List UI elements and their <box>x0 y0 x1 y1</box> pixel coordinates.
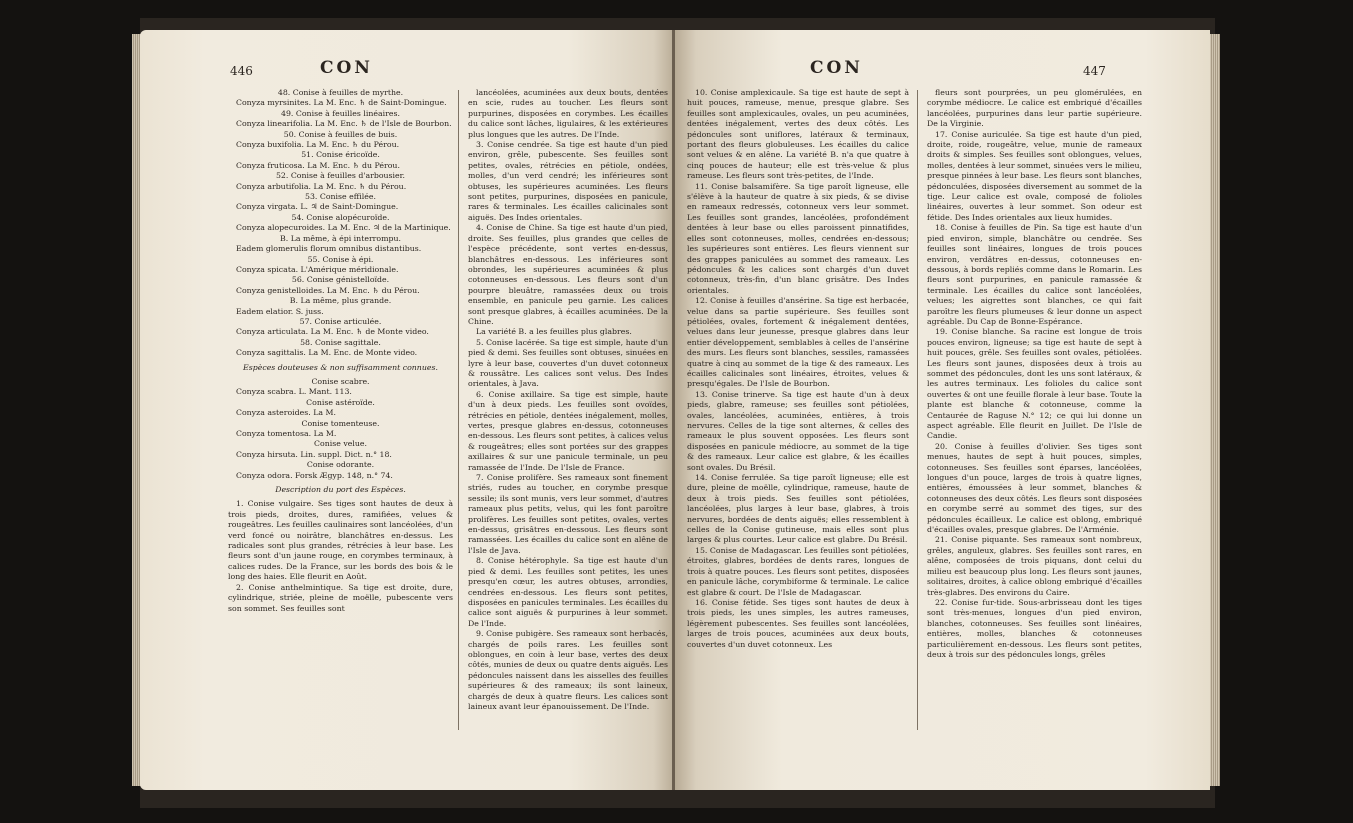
text-paragraph: Conyza spicata. L'Amérique méridionale. <box>236 264 399 274</box>
text-paragraph: Conyza genistelloides. La M. Enc. ♄ du Pérou. <box>236 285 420 295</box>
text-paragraph: 3. Conise cendrée. Sa tige est haute d'un pied environ, grêle, pubescente. Ses feuilles sont petites, ovales, rétrécies en pétiole, ondées, molles, d'un verd cendré; les inférieures sont obtuses, les supérieures acuminées. Les fleurs sont petites, purpurines, disposées en panicule, rares & terminales. Les écailles calicinales sont aiguës. Des Indes orientales. <box>468 140 668 222</box>
text-paragraph: 12. Conise à feuilles d'ansérine. Sa tige est herbacée, velue dans sa partie supérieure. Ses feuilles sont pétiolées, ovales, fortement & inégalement dentées, velues dans leur jeunesse, presque glabres dans leur entier développement, semblables à celles de l'ansérine des murs. Les fleurs sont blanches, sessiles, ramassées quatre à cinq au sommet de la tige & des rameaux. Les écailles calicinales sont linéaires, étroites, velues & presqu'égales. De l'Isle de Bourbon. <box>687 296 909 389</box>
text-paragraph: 1. Conise vulgaire. Ses tiges sont hautes de deux à trois pieds, droites, dures, ramifiées, velues & rougeâtres. Les feuilles caulinaires sont lancéolées, d'un verd foncé ou noirâtre, blanchâtres en-dessus. Les radicales sont plus grandes, rétrécies à leur base. Les fleurs sont d'un jaune rouge, en corymbes terminaux, à calices rudes. De la France, sur les bords des bois & le long des haies. Elle fleurit en Août. <box>228 499 453 582</box>
text-paragraph: 21. Conise piquante. Ses rameaux sont nombreux, grêles, anguleux, glabres. Ses feuilles sont rares, en alêne, composées de trois piquans, dont celui du milieu est beaucoup plus long. Les fleurs sont jaunes, solitaires, droites, à calice oblong embriqué d'écailles très-glabres. Des environs du Caire. <box>927 535 1142 597</box>
right-page-header: CON <box>810 58 863 78</box>
right-column-1 <box>687 88 909 650</box>
text-paragraph: 17. Conise auriculée. Sa tige est haute d'un pied, droite, roide, rougeâtre, velue, munie de rameaux droits & simples. Ses feuilles sont oblongues, velues, molles, dentées à leur sommet, sinuées vers le milieu, presque pinnées à leur base. Les fleurs sont blanches, pédonculées, disposées diversement au sommet de la tige. Leur calice est ovale, composé de folioles linéaires, ouvertes à leur sommet. Son odeur est fétide. Des Indes orientales aux lieux humides. <box>927 129 1142 222</box>
text-paragraph: Conyza alopecuroides. La M. Enc. ♃ de la Martinique. <box>236 223 451 233</box>
text-paragraph: Conyza scabra. L. Mant. 113. <box>236 387 352 397</box>
text-paragraph: 15. Conise de Madagascar. Les feuilles sont pétiolées, étroites, glabres, bordées de dents rares, longues de trois à quatre pouces. Les fleurs sont petites, disposées en panicule lâche, corymbiforme & terminale. Le calice est glabre & court. De l'Isle de Madagascar. <box>687 545 909 597</box>
text-paragraph: Conyza odora. Forsk Ægyp. 148, n.° 74. <box>236 470 393 480</box>
text-paragraph: 56. Conise génistelloïde. <box>291 275 390 285</box>
text-paragraph: B. La même, plus grande. <box>289 296 392 306</box>
text-paragraph: 14. Conise ferrulée. Sa tige paroît ligneuse; elle est dure, pleine de moëlle, cylindrique, rameuse, haute de deux à trois pieds. Ses feuilles sont pétiolées, lancéolées, plus larges à leur base, glabres, à trois nervures, bordées de dents aiguës; elles ressemblent à celles de la Conise gutineuse, mais elles sont plus larges & plus courtes. Leur calice est glabre. Du Brésil. <box>687 473 909 545</box>
right-page-number: 447 <box>1083 64 1106 78</box>
text-paragraph: Eadem elatior. S. juss. <box>236 306 324 316</box>
text-paragraph: 8. Conise hétérophyle. Sa tige est haute d'un pied & demi. Les feuilles sont petites, les unes presqu'en cœur, les autres obtuses, arrondies, cendrées en-dessous. Les fleurs sont petites, disposées en panicules terminales. Les écailles du calice sont aiguës & purpurines à leur sommet. De l'Inde. <box>468 556 668 628</box>
left-column-1 <box>228 88 453 614</box>
text-paragraph: 10. Conise amplexicaule. Sa tige est haute de sept à huit pouces, rameuse, menue, presque glabre. Ses feuilles sont amplexicaules, ovales, un peu acuminées, dentées inégalement, vertes des deux côtés. Les pédoncules sont uniflores, latéraux & terminaux, portant des fleurs globuleuses. Les écailles du calice sont velues & en alêne. La variété B. n'a que quatre à cinq pouces de hauteur; elle est très-velue & plus rameuse. Les fleurs sont très-petites, de l'Inde. <box>687 88 909 181</box>
text-paragraph: Description du port des Espèces. <box>275 485 406 495</box>
text-paragraph: Conyza tomentosa. La M. <box>236 429 337 438</box>
text-paragraph: 51. Conise éricoïde. <box>301 150 380 160</box>
text-paragraph: Conise tomenteuse. <box>301 418 380 428</box>
text-paragraph: Conyza fruticosa. La M. Enc. ♄ du Pérou. <box>236 160 400 170</box>
text-paragraph: 52. Conise à feuilles d'arbousier. <box>275 171 406 181</box>
text-paragraph: 58. Conise sagittale. <box>300 337 381 347</box>
text-paragraph: 57. Conise articulée. <box>299 316 382 326</box>
text-paragraph: Espèces douteuses & non suffisamment connues. <box>243 362 438 372</box>
text-paragraph: La variété B. a les feuilles plus glabres. <box>476 327 632 337</box>
text-paragraph: Conyza articulata. La M. Enc. ♄ de Monte video. <box>236 327 429 337</box>
text-paragraph: 18. Conise à feuilles de Pin. Sa tige est haute d'un pied environ, simple, blanchâtre ou cendrée. Ses feuilles sont linéaires, longues de trois pouces environ, verdâtres en-dessus, cotonneuses en-dessous, à bords repliés comme dans le Romarin. Les fleurs sont purpurines, en panicule ramassée & terminale. Les écailles du calice sont lancéolées, velues; les aigrettes sont blanches, ce qui fait paroître les fleurs plumeuses & leur donne un aspect agréable. Du Cap de Bonne-Espérance. <box>927 223 1142 326</box>
left-page-header: CON <box>320 58 373 78</box>
text-paragraph: Conyza virgata. L. ♃ de Saint-Domingue. <box>236 202 399 212</box>
text-paragraph: Conyza hirsuta. Lin. suppl. Dict. n.° 18. <box>236 449 392 459</box>
text-paragraph: Conyza sagittalis. La M. Enc. de Monte video. <box>236 348 418 358</box>
text-paragraph: 11. Conise balsamifère. Sa tige paroît ligneuse, elle s'élève à la hauteur de quatre à six pieds, & se divise en rameaux redressés, cotonneux vers leur sommet. Les feuilles sont grandes, lancéolées, profondément dentées à leur base ou elles paroissent pinnatifides, elles sont cotonneuses, molles, cendrées en-dessous; les supérieures sont entières. Les fleurs viennent sur des grappes paniculées au sommet des rameaux. Les pédoncules & les calices sont chargés d'un duvet cotonneux, très-fin, d'un blanc grisâtre. Des Indes orientales. <box>687 181 909 295</box>
text-paragraph: Conyza asteroides. La M. <box>236 408 336 418</box>
text-paragraph: fleurs sont pourprées, un peu glomérulées, en corymbe médiocre. Le calice est embriqué d'écailles lancéolées, purpurines dans leur partie supérieure. De la Virginie. <box>927 88 1142 129</box>
text-paragraph: 4. Conise de Chine. Sa tige est haute d'un pied, droite. Ses feuilles, plus grandes que celles de l'espèce précédente, sont vertes en-dessus, blanchâtres en-dessous. Les inférieures sont obrondes, les supérieures acuminées & plus cotonneuses en-dessous. Les fleurs sont d'un pourpre bleuâtre, ramassées deux ou trois ensemble, en panicule peu garnie. Les calices sont presque glabres, à écailles acuminées. De la Chine. <box>468 223 668 326</box>
text-paragraph: 20. Conise à feuilles d'olivier. Ses tiges sont menues, hautes de sept à huit pouces, simples, cotonneuses. Ses feuilles sont éparses, lancéolées, longues d'un pouce, larges de trois à quatre lignes, entières, émoussées à leur sommet, blanches & cotonneuses des deux côtés. Les fleurs sont disposées en corymbe serré au sommet des tiges, sur des pédoncules écailleux. Le calice est oblong, embriqué d'écailles ovales, presque glabres. De l'Arménie. <box>927 441 1142 535</box>
text-paragraph: B. La même, à épi interrompu. <box>280 233 401 243</box>
text-paragraph: 55. Conise à épi. <box>307 254 374 264</box>
right-column-2 <box>927 88 1142 660</box>
text-paragraph: 16. Conise fétide. Ses tiges sont hautes de deux à trois pieds, les unes simples, les autres rameuses, légèrement pubescentes. Ses feuilles sont lancéolées, larges de trois pouces, acuminées aux deux bouts, couvertes d'un duvet cotonneux. Les <box>687 597 909 649</box>
text-paragraph: 9. Conise pubigère. Ses rameaux sont herbacés, chargés de poils rares. Les feuilles sont oblongues, en coin à leur base, vertes des deux côtés, munies de deux ou quatre dents aiguës. Les pédoncules naissent dans les aisselles des feuilles supérieures & des rameaux; ils sont laineux, chargés de deux à quatre fleurs. Les calices sont laineux avant leur épanouissement. De l'Inde. <box>468 629 668 711</box>
right-page <box>675 30 1210 790</box>
left-page-number: 446 <box>230 64 253 78</box>
text-paragraph: Conyza arbutifolia. La M. Enc. ♄ du Pérou. <box>236 181 407 191</box>
text-paragraph: 6. Conise axillaire. Sa tige est simple, haute d'un à deux pieds. Les feuilles sont ovoïdes, rétrécies en pétiole, dentées inégalement, molles, vertes, presque glabres en-dessus, cotonneuses en-dessous. Les fleurs sont petites, à calices velus & rougeâtres; elles sont portées sur des grappes axillaires & sur une panicule terminale, un peu ramassée de l'Inde. De l'Isle de France. <box>468 389 668 472</box>
text-paragraph: 13. Conise trinerve. Sa tige est haute d'un à deux pieds, glabre, rameuse; ses feuilles sont pétiolées, ovales, lancéolées, acuminées, entières, à trois nervures. Celles de la tige sont alternes, & celles des rameaux le plus souvent opposées. Les fleurs sont disposées en panicule médiocre, au sommet de la tige & des rameaux. Leur calice est glabre, & les écailles sont ovales. Du Brésil. <box>687 389 909 472</box>
text-paragraph: 49. Conise à feuilles linéaires. <box>281 108 400 118</box>
text-paragraph: 2. Conise anthelmintique. Sa tige est droite, dure, cylindrique, striée, pleine de moëlle, pubescente vers son sommet. Ses feuilles sont <box>228 582 453 613</box>
text-paragraph: Conise velue. <box>314 439 367 449</box>
text-paragraph: 50. Conise à feuilles de buis. <box>283 129 398 139</box>
text-paragraph: lancéolées, acuminées aux deux bouts, dentées en scie, rudes au toucher. Les fleurs sont purpurines, disposées en corymbes. Les écailles du calice sont lâches, ligulaires, & les extérieures plus longues que les autres. De l'Inde. <box>468 88 668 139</box>
left-page <box>140 30 675 790</box>
text-paragraph: Conyza buxifolia. La M. Enc. ♄ du Pérou. <box>236 140 400 150</box>
text-paragraph: 7. Conise prolifère. Ses rameaux sont finement striés, rudes au toucher, en corymbe presque sessile; ils sont munis, vers leur sommet, d'autres rameaux plus petits, velus, qui les font paroître prolifères. Les feuilles sont petites, ovales, vertes en-dessus, grisâtres en-dessous. Les fleurs sont ramassées. Les écailles du calice sont en alêne de l'Isle de Java. <box>468 473 668 555</box>
column-divider <box>917 90 918 730</box>
column-divider <box>458 90 459 730</box>
left-column-2 <box>468 88 668 712</box>
text-paragraph: 48. Conise à feuilles de myrthe. <box>277 88 404 97</box>
text-paragraph: 54. Conise alopécuroïde. <box>291 212 390 222</box>
text-paragraph: Conise odorante. <box>306 460 375 470</box>
text-paragraph: Eadem glomerulis florum omnibus distantibus. <box>236 244 422 254</box>
text-paragraph: 19. Conise blanche. Sa racine est longue de trois pouces environ, ligneuse; sa tige est haute de sept à huit pouces, grêle. Ses feuilles sont ovales, pétiolées. Les fleurs sont jaunes, disposées deux à trois au sommet des pédoncules, dont les uns sont latéraux, & les autres terminaux. Les folioles du calice sont ouvertes & ont une feuille florale à leur base. Toute la plante est blanche & cotonneuse, comme la Centaurée de Raguse N.° 12; ce qui lui donne un aspect agréable. Elle fleurit en Juillet. De l'Isle de Candie. <box>927 327 1142 441</box>
text-paragraph: Conyza linearifolia. La M. Enc. ♄ de l'Isle de Bourbon. <box>236 119 452 129</box>
text-paragraph: 22. Conise fur-tide. Sous-arbrisseau dont les tiges sont très-menues, longues d'un pied environ, blanches, cotonneuses. Ses feuilles sont linéaires, entières, molles, blanches & cotonneuses particulièrement en-dessous. Les fleurs sont petites, deux à trois sur des pédoncules longs, grêles <box>927 597 1142 659</box>
text-paragraph: 53. Conise effilée. <box>305 192 376 202</box>
text-paragraph: 5. Conise lacérée. Sa tige est simple, haute d'un pied & demi. Ses feuilles sont obtuses, sinuées en lyre à leur base, couvertes d'un duvet cotonneux & roussâtre. Les calices sont velus. Des Indes orientales, à Java. <box>468 337 668 389</box>
text-paragraph: Conise scabre. <box>311 376 370 386</box>
right-page-edges <box>1210 34 1220 786</box>
text-paragraph: Conise astéroïde. <box>306 397 375 407</box>
text-paragraph: Conyza myrsinites. La M. Enc. ♄ de Saint-Domingue. <box>236 98 447 108</box>
